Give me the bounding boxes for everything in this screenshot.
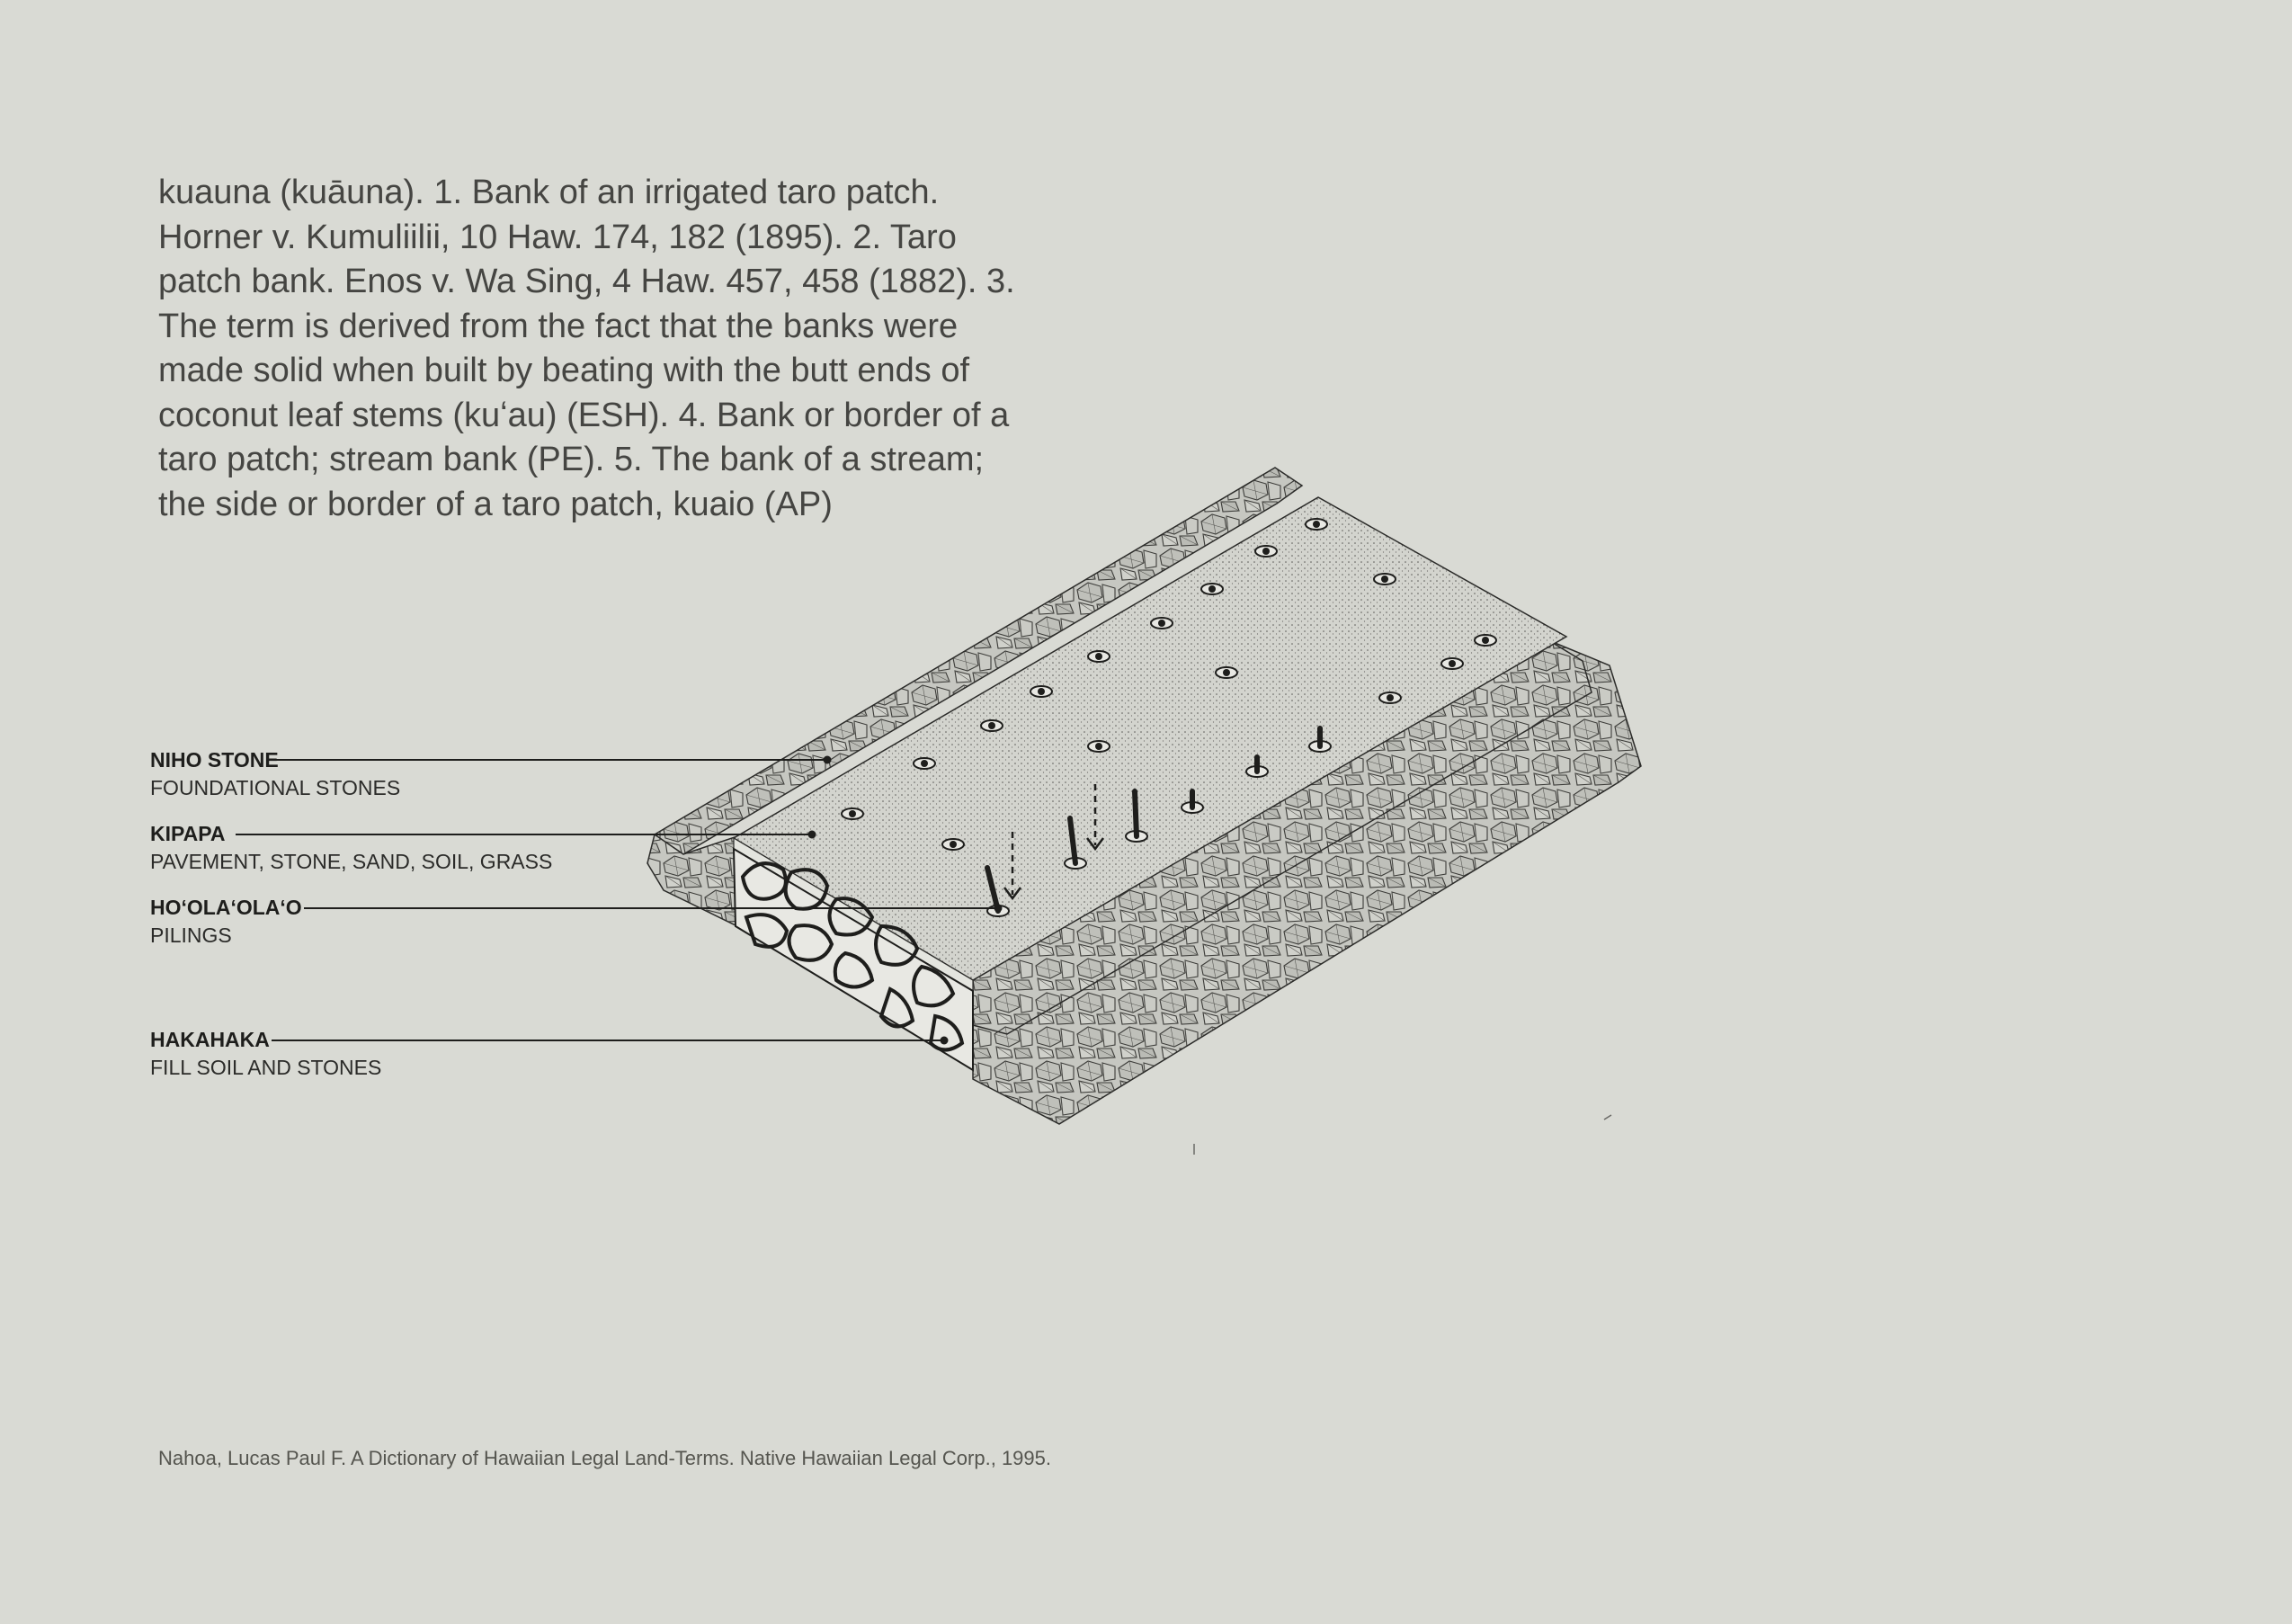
- callout-hoolaolao: [150, 894, 302, 950]
- callout-term: NIHO STONE: [150, 748, 279, 772]
- callout-description: PILINGS: [150, 924, 232, 947]
- callout-term: HOʻOLAʻOLAʻO: [150, 896, 302, 919]
- citation-text: Nahoa, Lucas Paul F. A Dictionary of Hawaiian Legal Land-Terms. Native Hawaiian Legal Corp., 1995.: [158, 1447, 1051, 1469]
- callout-description: PAVEMENT, STONE, SAND, SOIL, GRASS: [150, 850, 553, 873]
- callout-kipapa: [150, 820, 552, 876]
- callout-hakahaka: [150, 1026, 381, 1082]
- callout-niho-stone: [150, 746, 400, 802]
- callout-description: FILL SOIL AND STONES: [150, 1056, 382, 1079]
- callout-term: KIPAPA: [150, 822, 226, 845]
- definition-text: kuauna (kuāuna). 1. Bank of an irrigated taro patch. Horner v. Kumuliilii, 10 Haw. 174, 182 (1895). 2. Taro patch bank. Enos v. Wa Sing, 4 Haw. 457, 458 (1882). 3. The term is derived from the fact that the banks were made solid when built by beating with the butt ends of coconut leaf stems (kuʻau) (ESH). 4. Bank or border of a taro patch; stream bank (PE). 5. The bank of a stream; the side or border of a taro patch, kuaio (AP): [158, 174, 1015, 523]
- callout-description: FOUNDATIONAL STONES: [150, 776, 401, 799]
- callout-term: HAKAHAKA: [150, 1028, 270, 1051]
